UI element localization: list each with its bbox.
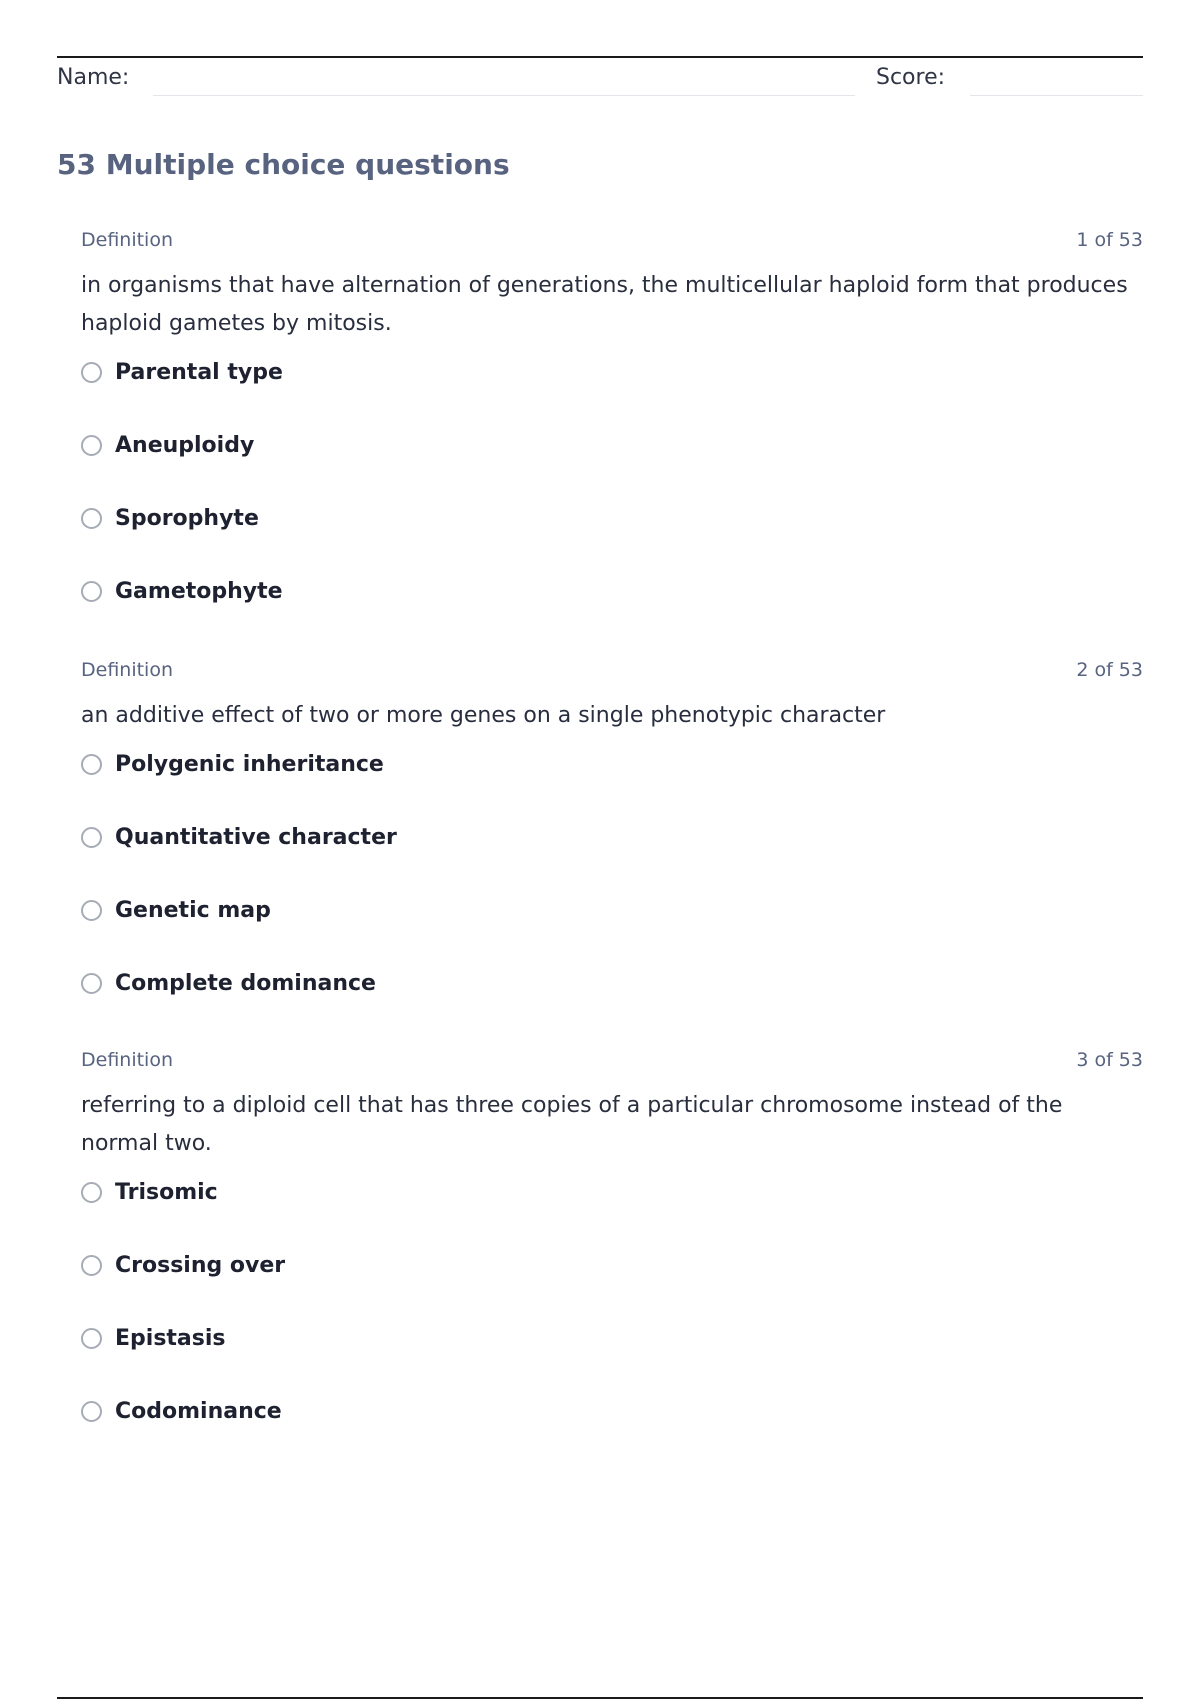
answer-label: Genetic map: [115, 898, 271, 923]
answer-label: Epistasis: [115, 1326, 226, 1351]
answer-label: Polygenic inheritance: [115, 752, 384, 777]
name-field[interactable]: [153, 95, 855, 96]
question-counter: 3 of 53: [1076, 1049, 1143, 1071]
radio-button-icon[interactable]: [81, 581, 102, 602]
answer-option[interactable]: [81, 1398, 1143, 1471]
name-label: Name:: [57, 65, 130, 90]
question-header: [81, 229, 1143, 255]
question-text: an additive effect of two or more genes on a single phenotypic character: [81, 703, 886, 728]
score-field[interactable]: [970, 95, 1143, 96]
radio-button-icon[interactable]: [81, 900, 102, 921]
top-divider: [57, 56, 1143, 58]
answer-label: Aneuploidy: [115, 433, 255, 458]
answer-option[interactable]: [81, 824, 1143, 897]
page-title: 53 Multiple choice questions: [57, 148, 510, 181]
answer-label: Crossing over: [115, 1253, 286, 1278]
radio-button-icon[interactable]: [81, 435, 102, 456]
answer-option[interactable]: [81, 505, 1143, 578]
question-text: referring to a diploid cell that has three copies of a particular chromosome instead of the normal two.: [81, 1093, 1063, 1156]
answer-label: Sporophyte: [115, 506, 259, 531]
answer-label: Codominance: [115, 1399, 282, 1424]
answer-options: [81, 359, 1143, 651]
bottom-divider: [57, 1697, 1143, 1699]
radio-button-icon[interactable]: [81, 754, 102, 775]
question-header: [81, 1049, 1143, 1075]
answer-label: Quantitative character: [115, 825, 397, 850]
answer-option[interactable]: [81, 1325, 1143, 1398]
answer-option[interactable]: [81, 359, 1143, 432]
question-counter: 2 of 53: [1076, 659, 1143, 681]
worksheet-page: [57, 0, 1143, 1700]
answer-option[interactable]: [81, 432, 1143, 505]
question-type: Definition: [81, 229, 174, 251]
score-label: Score:: [876, 65, 946, 90]
radio-button-icon[interactable]: [81, 827, 102, 848]
question-2: [81, 659, 1143, 1043]
answer-option[interactable]: [81, 1179, 1143, 1252]
question-1: [81, 229, 1143, 651]
answer-label: Trisomic: [115, 1180, 218, 1205]
header-row: [57, 62, 1143, 98]
question-text: in organisms that have alternation of generations, the multicellular haploid form that produces haploid gametes by mitosis.: [81, 273, 1128, 336]
answer-options: [81, 1179, 1143, 1471]
question-type: Definition: [81, 1049, 174, 1071]
radio-button-icon[interactable]: [81, 1255, 102, 1276]
answer-option[interactable]: [81, 751, 1143, 824]
answer-label: Complete dominance: [115, 971, 376, 996]
radio-button-icon[interactable]: [81, 973, 102, 994]
question-counter: 1 of 53: [1076, 229, 1143, 251]
radio-button-icon[interactable]: [81, 1328, 102, 1349]
radio-button-icon[interactable]: [81, 1182, 102, 1203]
question-3: [81, 1049, 1143, 1471]
answer-option[interactable]: [81, 897, 1143, 970]
answer-option[interactable]: [81, 578, 1143, 651]
answer-option[interactable]: [81, 1252, 1143, 1325]
answer-label: Gametophyte: [115, 579, 283, 604]
answer-label: Parental type: [115, 360, 283, 385]
radio-button-icon[interactable]: [81, 1401, 102, 1422]
radio-button-icon[interactable]: [81, 508, 102, 529]
question-header: [81, 659, 1143, 685]
question-type: Definition: [81, 659, 174, 681]
radio-button-icon[interactable]: [81, 362, 102, 383]
answer-option[interactable]: [81, 970, 1143, 1043]
answer-options: [81, 751, 1143, 1043]
